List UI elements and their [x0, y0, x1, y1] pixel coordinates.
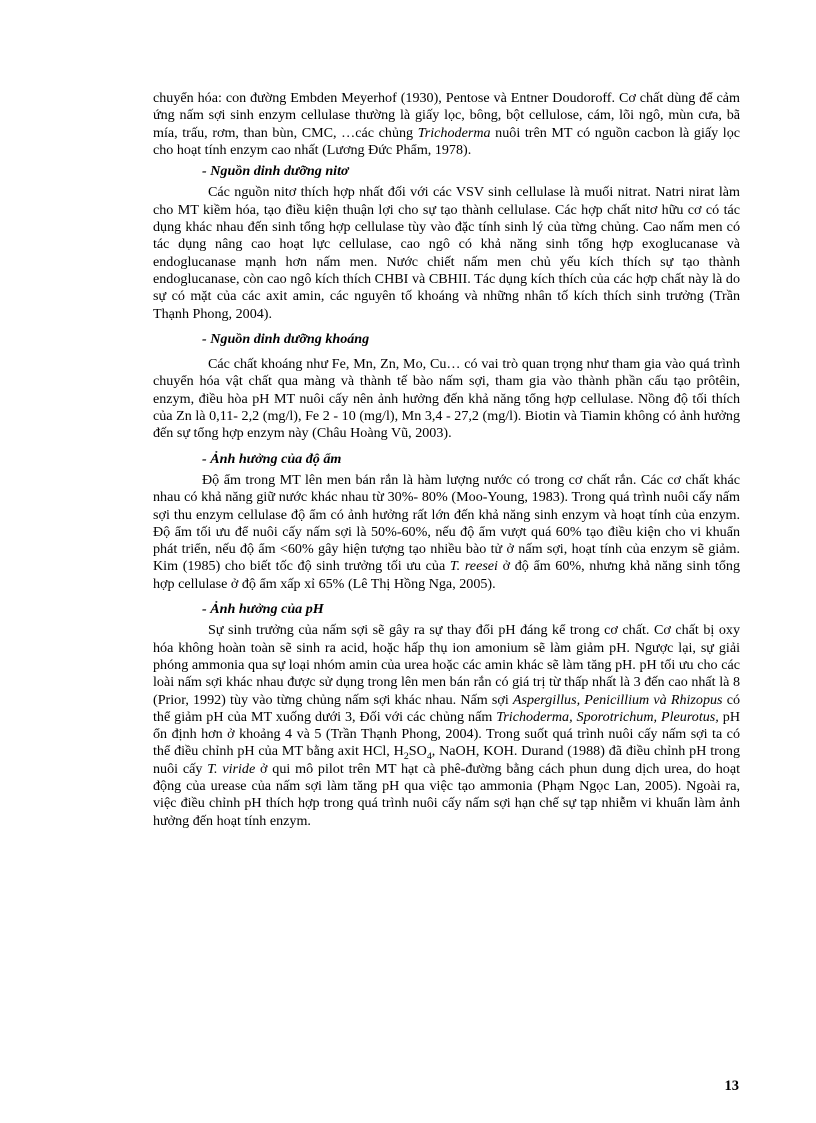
- humidity-italic-species: T. reesei: [449, 558, 498, 575]
- ph-subscript-1: 2: [403, 751, 409, 763]
- ph-italic-species: T. viride: [207, 760, 256, 777]
- paragraph-humidity: [153, 472, 740, 593]
- intro-text: chuyển hóa: con đường Embden Meyerhof (1930), Pentose và Entner Doudoroff. Cơ chất dùng để cảm ứng nấm sợi sinh enzym cellulase thường là giấy lọc, bông, bột cellulose, cám, lõi ngô, mùn cưa, bã mía, trấu, rơm, than bùn, CMC, …các chủng: [153, 90, 740, 141]
- heading-humidity: - Ảnh hưởng của độ ẩm: [202, 450, 342, 467]
- ph-text-2: có thể giảm pH của MT xuống dưới 3, Đối với các chủng nấm: [153, 691, 740, 725]
- intro-paragraph: [153, 90, 740, 159]
- ph-text-1: Sự sinh trưởng của nấm sợi sẽ gây ra sự thay đổi pH đáng kể trong cơ chất. Cơ chất bị oxy hóa không hoàn toàn sẽ sinh ra acid, hoặc hấp thụ ion amonium sẽ làm giảm pH. Ngược lại, sự giải phóng ammonia qua sự loại nhóm amin của urea hoặc các amin khác sẽ làm tăng pH. pH tối ưu cho các loài nấm sợi khác nhau được sử dụng trong lên men bán rắn có giá trị từ thấp nhất là 3 đến cao nhất là 8 (Prior, 1992) tùy vào từng chủng nấm sợi khác nhau. Nấm sợi: [153, 622, 740, 708]
- intro-italic-genus: Trichoderma: [417, 124, 491, 141]
- ph-text-3: pH ổn định hơn ở khoảng 4 và 5 (Trần Thạnh Phong, 2004). Trong suốt quá trình nuôi cấy nấm sợi ta có thể điều chỉnh pH của MT bằng axit HCl, H: [153, 708, 740, 760]
- ph-text-6: ở qui mô pilot trên MT hạt cà phê-đường bằng cách phun dung dịch urea, do hoạt động của urease của nấm sợi làm tăng pH qua việc tạo ammonia (Phạm Ngọc Lan, 2005). Ngoài ra, việc điều chỉnh pH thích hợp trong quá trình nuôi cấy nấm sợi hạn chế sự tạp nhiễm vi khuẩn làm ảnh hưởng đến hoạt tính enzym.: [153, 760, 740, 829]
- ph-text-4: SO: [408, 743, 427, 760]
- ph-subscript-2: 4: [426, 751, 432, 763]
- document-page: [153, 90, 740, 830]
- humidity-text: Độ ẩm trong MT lên men bán rắn là hàm lượng nước có trong cơ chất rắn. Các cơ chất khác nhau có khả năng giữ nước khác nhau từ 30%- 80% (Moo-Young, 1983). Trong quá trình nuôi cấy nấm sợi thu enzym cellulase độ ẩm có ảnh hưởng rất lớn đến khả năng sinh enzym và hoạt tính của enzym. Độ ẩm tối ưu để nuôi cấy nấm sợi là 50%-60%, nếu độ ẩm vượt quá 60% tạo điều kiện cho vi khuẩn phát triển, nếu độ ẩm <60% gây hiện tượng tạo nhiều bào tử ở nấm sợi, hoạt tính của enzym sẽ giảm. Kim (1985) cho biết tốc độ sinh trưởng tối ưu của: [153, 471, 740, 575]
- intro-text-end: nuôi trên MT có nguồn cacbon là giấy lọc cho hoạt tính enzym cao nhất (Lương Đức Phẩm, 1978).: [153, 124, 741, 158]
- paragraph-ph: [153, 622, 740, 830]
- page-number: 13: [724, 1078, 739, 1094]
- ph-italic-genera-2: Trichoderma, Sporotrichum, Pleurotus,: [496, 708, 719, 725]
- ph-text-5: , NaOH, KOH. Durand (1988) đã điều chỉnh pH trong nuôi cấy: [153, 743, 740, 777]
- paragraph-mineral: Các chất khoáng như Fe, Mn, Zn, Mo, Cu… có vai trò quan trọng như tham gia vào quá trình chuyển hóa vật chất qua màng và thành tế bào nấm sợi, tham gia vào thành phần cấu tạo prôtêin, enzym, điều hòa pH MT nuôi cấy nên ảnh hưởng đến khả năng tổng hợp cellulase. Nồng độ tối thích của Zn là 0,11- 2,2 (mg/l), Fe 2 - 10 (mg/l), Mn 3,4 - 27,2 (mg/l). Biotin và Tiamin không có ảnh hưởng đến sự tổng hợp enzym này (Châu Hoàng Vũ, 2003).: [153, 356, 740, 442]
- humidity-text-end: ở độ ẩm 60%, nhưng khả năng sinh tổng hợp cellulase ở độ ẩm xấp xỉ 65% (Lê Thị Hồng Nga, 2005).: [153, 558, 740, 592]
- ph-italic-genera-1: Aspergillus, Penicillium và Rhizopus: [512, 691, 723, 708]
- heading-nitrogen: - Nguồn dinh dưỡng nitơ: [202, 163, 349, 180]
- heading-mineral: - Nguồn dinh dưỡng khoáng: [202, 330, 370, 347]
- paragraph-nitrogen: Các nguồn nitơ thích hợp nhất đối với các VSV sinh cellulase là muối nitrat. Natri nirat làm cho MT kiềm hóa, tạo điều kiện thuận lợi cho sự tạo thành cellulase. Các hợp chất nitơ hữu cơ có tác dụng khác nhau đến sinh tổng hợp cellulase tùy vào đặc tính sinh lý của từng chủng. Cao nấm men có tác dụng nâng cao hoạt lực cellulase, cao ngô có khả năng sinh tổng hợp exoglucanase và endoglucanase mạnh hơn nấm men. Nước chiết nấm men chủ yếu kích thích sự tạo thành endoglucanase, còn cao ngô kích thích CHBI và CBHII. Tác dụng kích thích của các hợp chất này là do sự có mặt của các axit amin, các nguyên tố khoáng và những nhân tố kích thích sinh trưởng (Trần Thạnh Phong, 2004).: [153, 184, 740, 322]
- heading-ph: - Ảnh hưởng của pH: [202, 601, 324, 618]
